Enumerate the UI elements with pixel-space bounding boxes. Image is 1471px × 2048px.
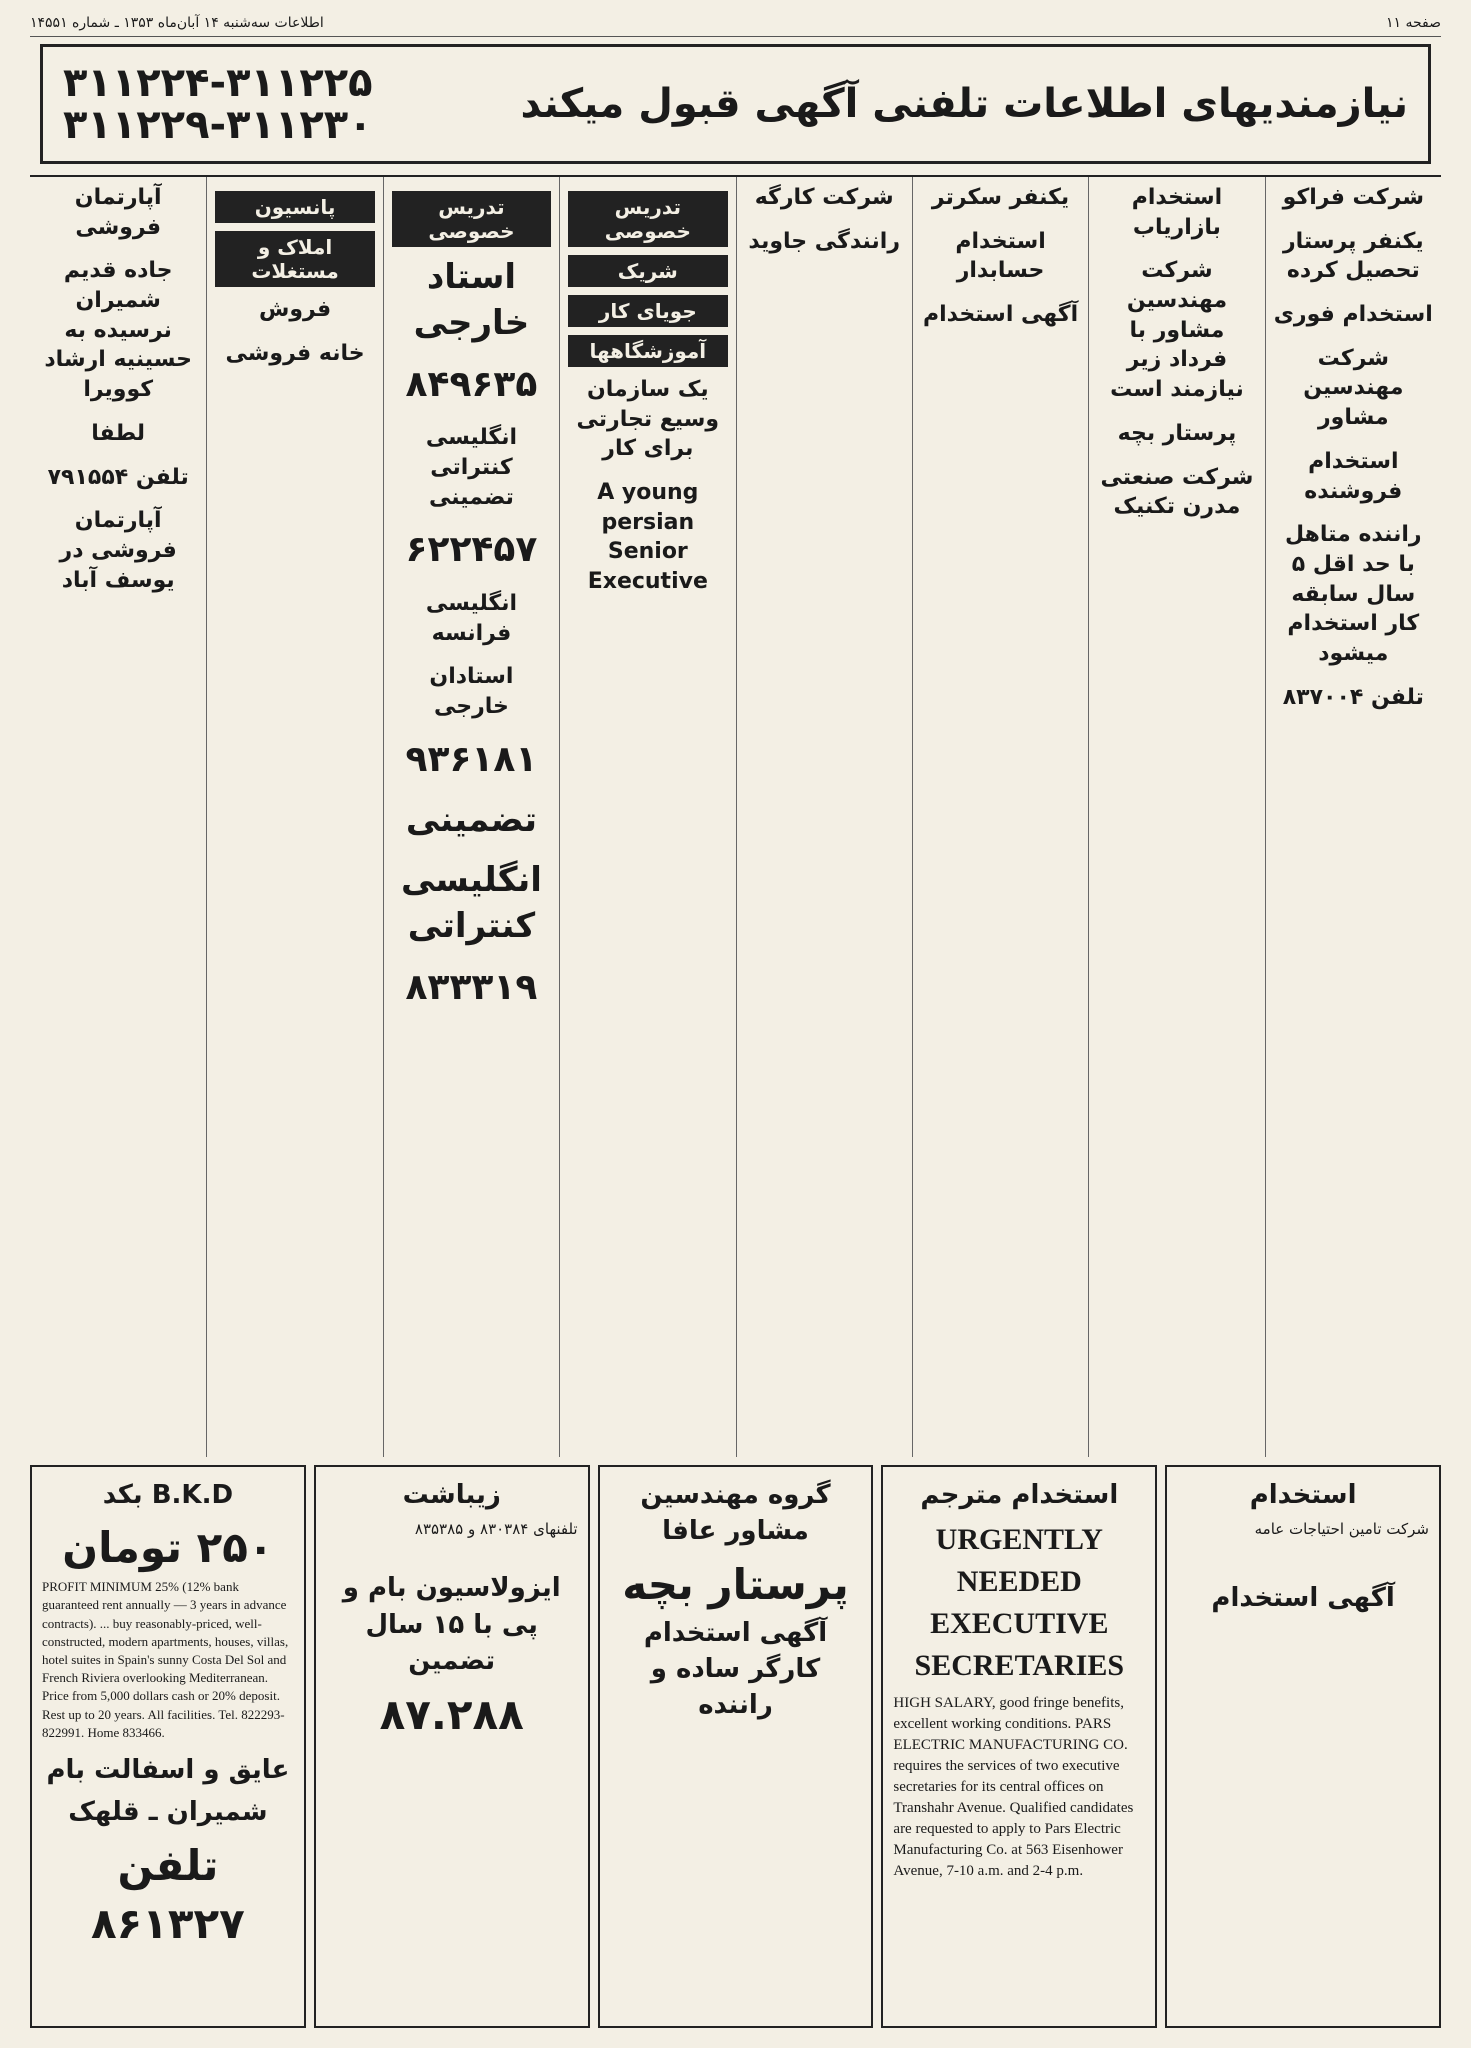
classified-ad	[745, 227, 904, 257]
ad-heading: استخدام فروشنده	[1304, 448, 1403, 504]
classifieds-grid	[30, 175, 1441, 1457]
classified-ad	[1274, 227, 1433, 286]
ad-box-zibasht	[314, 1465, 590, 2028]
ad-heading: پرستار بچه	[622, 1559, 849, 1609]
classified-ad	[568, 375, 727, 464]
classified-ad	[392, 361, 551, 410]
ad-heading: استخدام	[1249, 1480, 1357, 1510]
ad-heading: انگلیسی فرانسه	[425, 591, 518, 646]
page-number: صفحه ۱۱	[1385, 15, 1441, 31]
classified-ad	[921, 227, 1080, 286]
classified-ad	[392, 798, 551, 844]
classified-ad	[392, 662, 551, 721]
classified-ad	[392, 526, 551, 575]
ad-heading: استادان خارجی	[429, 664, 514, 720]
ad-subheading: شمیران ـ قلهک	[68, 1797, 268, 1828]
ad-heading: لطفا	[91, 420, 146, 446]
ad-heading: یکنفر پرستار تحصیل کرده	[1282, 228, 1424, 284]
ad-heading: استاد خارجی	[413, 257, 530, 343]
classifieds-banner	[40, 44, 1431, 164]
banner-phones	[63, 62, 373, 146]
ad-heading: B.K.D بکد	[102, 1480, 234, 1510]
masthead: اطلاعات سه‌شنبه ۱۴ آبان‌ماه ۱۳۵۳ ـ شماره ۱۴۵۵۱	[30, 15, 324, 31]
ad-heading: شرکت کارگه	[754, 185, 894, 210]
ad-phone-number: ۸۴۹۶۳۵	[405, 363, 538, 405]
ad-heading: عایق و اسفالت بام	[46, 1754, 290, 1785]
ad-box-bkd	[30, 1465, 306, 2028]
ad-heading: گروه مهندسین مشاور عافا	[640, 1480, 831, 1547]
classifieds-column	[1265, 177, 1441, 1457]
classified-ad	[1274, 447, 1433, 506]
ad-heading: آگهی استخدام	[1211, 1583, 1395, 1614]
classified-ad	[921, 300, 1080, 330]
ad-box-translator	[881, 1465, 1157, 2028]
section-header: پانسیون	[215, 191, 374, 223]
ad-heading: استخدام فوری	[1273, 302, 1433, 328]
ad-body: شرکت تامین احتیاجات عامه	[1254, 1520, 1429, 1539]
classified-ad	[38, 256, 198, 404]
ad-heading: تضمینی	[405, 800, 538, 841]
ad-heading: شرکت مهندسین مشاور	[1303, 345, 1404, 431]
ad-heading: تلفن ۸۳۷۰۰۴	[1282, 684, 1424, 710]
ad-english-body: PROFIT MINIMUM 25% (12% bank guaranteed rent annually — 3 years in advance contracts). ... buy reasonably-priced, well-constructed, modern apartments, houses, villas, hotel suites in Spain's sunny Costa Del Sol and French Riviera overlooking Mediterranean. Price from 5,000 dollars cash or 20% deposit. Rest up to 20 years. All facilities. Tel. 822293-822991. Home 833466.	[42, 1579, 289, 1740]
section-header: آموزشگاهها	[568, 335, 727, 367]
ad-phones: تلفن ۸۶۱۳۲۷	[91, 1840, 245, 1949]
ad-heading: پرستار بچه	[1117, 420, 1237, 446]
ad-price: ۲۵۰ تومان	[62, 1523, 274, 1573]
ad-heading: استخدام مترجم	[920, 1480, 1119, 1510]
section-header: شریک	[568, 255, 727, 287]
classifieds-column	[559, 177, 735, 1457]
classified-ad	[1097, 419, 1256, 449]
ad-heading: انگلیسی کنتراتی تضمینی	[425, 425, 518, 510]
ad-box-employment	[1165, 1465, 1441, 2028]
classifieds-column	[1088, 177, 1264, 1457]
ad-heading: آپارتمان فروشی	[74, 185, 162, 240]
ad-heading: راننده متاهل با حد اقل ۵ سال سابقه کار استخدام میشود	[1285, 522, 1422, 666]
ad-heading: استخدام بازاریاب	[1131, 185, 1223, 240]
classified-ad	[1097, 256, 1256, 404]
ad-heading: استخدام حسابدار	[955, 228, 1046, 284]
ad-heading: جاده قدیم شمیران نرسیده به حسینیه ارشاد کوویرا	[44, 258, 192, 403]
banner-phone-2: ۳۱۱۲۲۹-۳۱۱۲۳۰	[63, 102, 373, 148]
ad-phones: ۸۷.۲۸۸	[379, 1689, 524, 1739]
ad-heading: A young persian Senior Executive	[587, 480, 708, 595]
ad-english-heading: URGENTLY NEEDED EXECUTIVE SECRETARIES	[914, 1523, 1125, 1683]
classified-ad	[1274, 300, 1433, 330]
classified-ad	[392, 964, 551, 1013]
classified-ad	[392, 736, 551, 785]
section-header: تدریس خصوصی	[392, 191, 551, 247]
ad-heading: ایزولاسیون بام و پی با ۱۵ سال تضمین	[342, 1573, 561, 1677]
ad-phone-number: ۶۲۲۴۵۷	[405, 529, 538, 571]
ad-heading: خانه فروشی	[225, 340, 365, 366]
ad-heading: شرکت مهندسین مشاور با فرداد زیر نیازمند است	[1110, 258, 1244, 403]
ad-box-afa	[598, 1465, 874, 2028]
classified-ad	[745, 183, 904, 213]
ad-heading: رانندگی جاوید	[748, 228, 900, 254]
ad-heading: آپارتمان فروشی در یوسف آباد	[59, 508, 177, 593]
section-header: املاک و مستغلات	[215, 231, 374, 287]
ad-heading: یک سازمان وسیع تجارتی برای کار	[576, 377, 720, 462]
classifieds-column	[206, 177, 382, 1457]
page-header	[30, 10, 1441, 37]
ad-heading: شرکت صنعتی مدرن تکنیک	[1100, 464, 1254, 520]
ad-phone-number: ۸۳۳۳۱۹	[405, 967, 538, 1009]
section-header: جویای کار	[568, 295, 727, 327]
ad-heading: انگلیسی کنتراتی	[400, 860, 542, 947]
classifieds-column	[912, 177, 1088, 1457]
classified-ad	[215, 295, 374, 325]
banner-phone-1: ۳۱۱۲۲۴-۳۱۱۲۲۵	[63, 60, 373, 106]
classified-ad	[392, 858, 551, 950]
ad-phones: تلفنهای ۸۳۰۳۸۴ و ۸۳۵۳۸۵	[414, 1520, 578, 1539]
ad-heading: تلفن ۷۹۱۵۵۴	[47, 464, 189, 490]
classified-ad	[1274, 183, 1433, 213]
display-ads	[30, 1465, 1441, 2028]
classified-ad	[921, 183, 1080, 213]
classified-ad	[1274, 683, 1433, 713]
classifieds-column	[383, 177, 559, 1457]
classified-ad	[1274, 520, 1433, 668]
classifieds-column	[736, 177, 912, 1457]
classified-ad	[392, 423, 551, 512]
classified-ad	[1097, 183, 1256, 242]
section-header: تدریس خصوصی	[568, 191, 727, 247]
classifieds-column	[30, 177, 206, 1457]
classified-ad	[1097, 463, 1256, 522]
ad-heading: آگهی استخدام کارگر ساده و راننده	[643, 1617, 828, 1721]
classified-ad	[392, 255, 551, 347]
classified-ad	[215, 339, 374, 369]
ad-heading: شرکت فراکو	[1282, 185, 1424, 210]
ad-heading: فروش	[259, 297, 332, 322]
classified-ad	[1274, 344, 1433, 433]
classified-ad	[38, 183, 198, 242]
ad-english	[893, 1519, 1145, 1882]
classified-ad	[38, 506, 198, 595]
ad-english-body: HIGH SALARY, good fringe benefits, excellent working conditions. PARS ELECTRIC MANUFACTURING CO. requires the services of two executive secretaries for its central offices on Transhahr Avenue. Qualified candidates are requested to apply to Pars Electric Manufacturing Co. at 563 Eisenhower Avenue, 7-10 a.m. and 2-4 p.m.	[893, 1695, 1134, 1880]
ad-heading: آگهی استخدام	[922, 302, 1079, 328]
banner-title: نیازمندیهای اطلاعات تلفنی آگهی قبول میکند	[520, 81, 1408, 127]
classified-ad	[38, 463, 198, 493]
ad-heading: یکنفر سکرتر	[931, 185, 1070, 210]
classified-ad	[38, 419, 198, 449]
ad-heading: زیباشت	[402, 1480, 501, 1510]
classified-ad	[392, 589, 551, 648]
classified-ad	[568, 478, 727, 597]
ad-phone-number: ۹۳۶۱۸۱	[405, 738, 538, 780]
